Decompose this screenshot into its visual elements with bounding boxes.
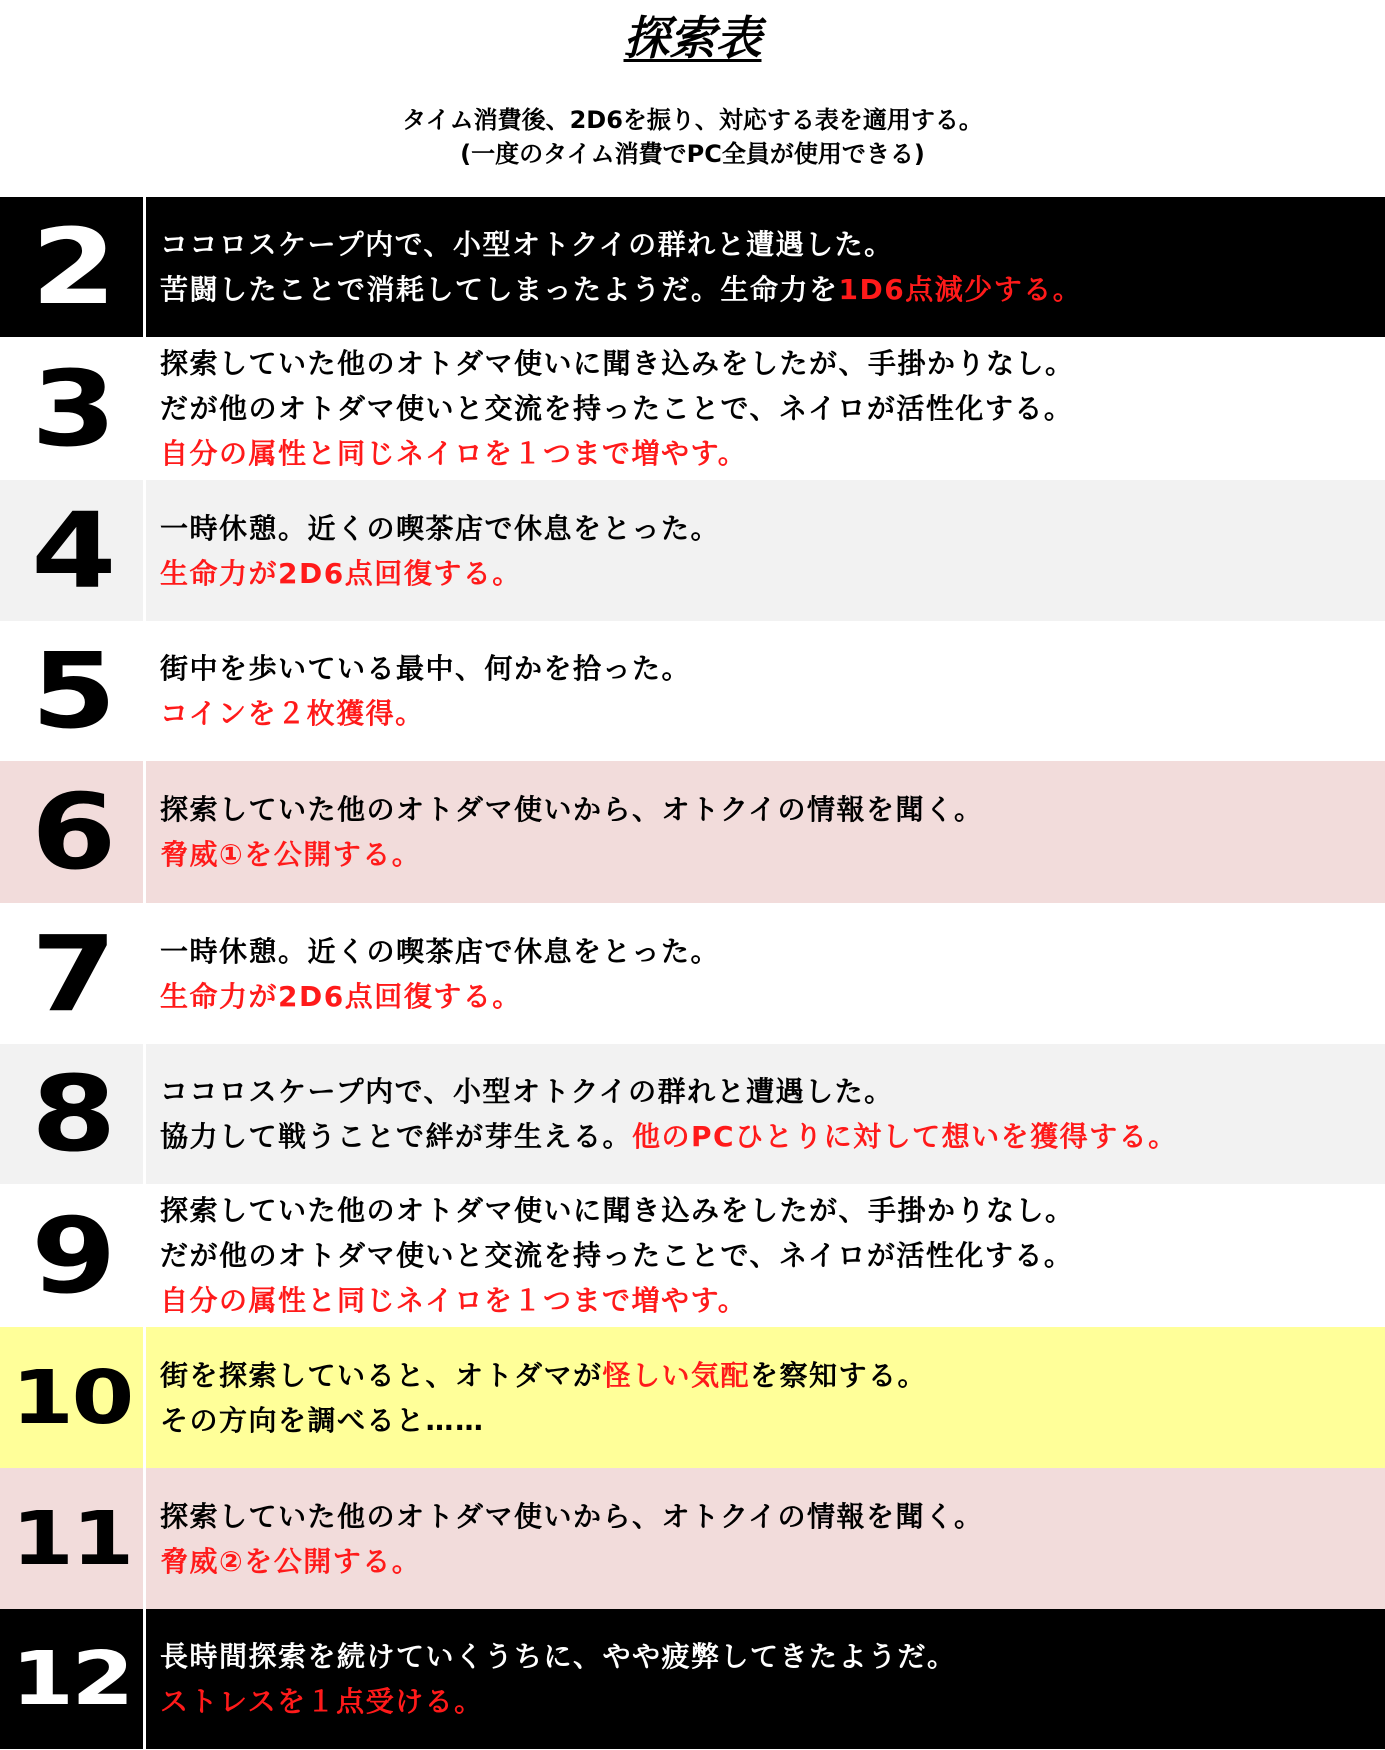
row-number: 5 xyxy=(31,630,112,752)
row-line: 街中を歩いている最中、何かを拾った。 xyxy=(160,652,692,685)
row-number: 8 xyxy=(31,1053,112,1175)
row-number: 9 xyxy=(31,1194,112,1317)
row-number: 12 xyxy=(11,1636,132,1722)
row-line: 一時休憩。近くの喫茶店で休息をとった。 xyxy=(160,511,720,545)
table-row-3 xyxy=(0,337,1385,480)
row-number: 6 xyxy=(31,771,112,893)
table-row-9 xyxy=(0,1184,1385,1327)
row-line: 探索していた他のオトダマ使いから、オトクイの情報を聞く。 xyxy=(160,793,984,826)
row-content xyxy=(146,1609,1385,1749)
row-effect-text: 生命力が2D6点回復する。 xyxy=(160,979,522,1013)
row-text: 協力して戦うことで絆が芽生える。 xyxy=(160,1120,633,1153)
row-effect-text: 脅威①を公開する。 xyxy=(160,838,422,871)
row-content xyxy=(146,1184,1385,1327)
table-row-7 xyxy=(0,903,1385,1044)
row-content xyxy=(146,480,1385,621)
table-row-5 xyxy=(0,621,1385,761)
row-effect-text: 1D6点減少する。 xyxy=(838,273,1083,306)
table-row-12 xyxy=(0,1609,1385,1749)
row-line: ココロスケープ内で、小型オトクイの群れと遭遇した。 xyxy=(160,228,894,261)
row-number: 10 xyxy=(11,1354,132,1441)
subtitle-line-2: (一度のタイム消費でPC全員が使用できる) xyxy=(460,140,925,168)
row-line: 長時間探索を続けていくうちに、やや疲弊してきたようだ。 xyxy=(160,1640,957,1673)
exploration-table xyxy=(0,197,1385,1750)
table-row-10 xyxy=(0,1327,1385,1468)
row-text: 苦闘したことで消耗してしまったようだ。生命力を xyxy=(160,273,839,306)
row-line: だが他のオトダマ使いと交流を持ったことで、ネイロが活性化する。 xyxy=(160,1239,1074,1272)
row-number: 2 xyxy=(31,206,112,328)
row-effect-text: 怪しい気配 xyxy=(602,1358,751,1392)
table-row-8 xyxy=(0,1044,1385,1184)
row-effect-text: 生命力が2D6点回復する。 xyxy=(160,556,522,590)
row-line xyxy=(160,1114,1385,1159)
row-effect-text: 自分の属性と同じネイロを１つまで増やす。 xyxy=(160,1284,748,1317)
row-content xyxy=(146,761,1385,903)
table-row-11 xyxy=(0,1468,1385,1609)
row-text: を察知する。 xyxy=(750,1358,928,1392)
table-row-4 xyxy=(0,480,1385,621)
table-row-6 xyxy=(0,761,1385,903)
page-title: 探索表 xyxy=(623,11,762,65)
row-line: 探索していた他のオトダマ使いに聞き込みをしたが、手掛かりなし。 xyxy=(160,1194,1075,1227)
row-content xyxy=(146,337,1385,480)
row-content xyxy=(146,197,1385,337)
row-content xyxy=(146,903,1385,1044)
row-number: 11 xyxy=(11,1495,132,1582)
row-effect-text: 他のPCひとりに対して想いを獲得する。 xyxy=(632,1120,1178,1153)
row-text: 街を探索していると、オトダマが xyxy=(160,1358,603,1392)
row-effect-text: コインを２枚獲得。 xyxy=(160,697,425,730)
table-row-2 xyxy=(0,197,1385,337)
row-content xyxy=(146,1327,1385,1468)
row-line: だが他のオトダマ使いと交流を持ったことで、ネイロが活性化する。 xyxy=(160,392,1074,425)
row-effect-text: 自分の属性と同じネイロを１つまで増やす。 xyxy=(160,437,748,470)
row-line: 一時休憩。近くの喫茶店で休息をとった。 xyxy=(160,934,720,968)
row-effect-text: 脅威②を公開する。 xyxy=(160,1544,422,1578)
row-number: 4 xyxy=(31,489,112,612)
row-number: 3 xyxy=(31,347,112,470)
row-content xyxy=(146,621,1385,761)
row-line: 探索していた他のオトダマ使いから、オトクイの情報を聞く。 xyxy=(160,1499,984,1533)
subtitle-line-1: タイム消費後、2D6を振り、対応する表を適用する。 xyxy=(402,106,983,134)
row-line xyxy=(160,1353,1385,1398)
row-effect-text: ストレスを１点受ける。 xyxy=(160,1685,484,1718)
row-line: 探索していた他のオトダマ使いに聞き込みをしたが、手掛かりなし。 xyxy=(160,347,1075,380)
row-content xyxy=(146,1468,1385,1609)
row-line xyxy=(160,267,1385,312)
row-content xyxy=(146,1044,1385,1184)
row-number: 7 xyxy=(31,912,112,1035)
row-line: ココロスケープ内で、小型オトクイの群れと遭遇した。 xyxy=(160,1075,894,1108)
row-line: その方向を調べると…… xyxy=(160,1403,485,1437)
